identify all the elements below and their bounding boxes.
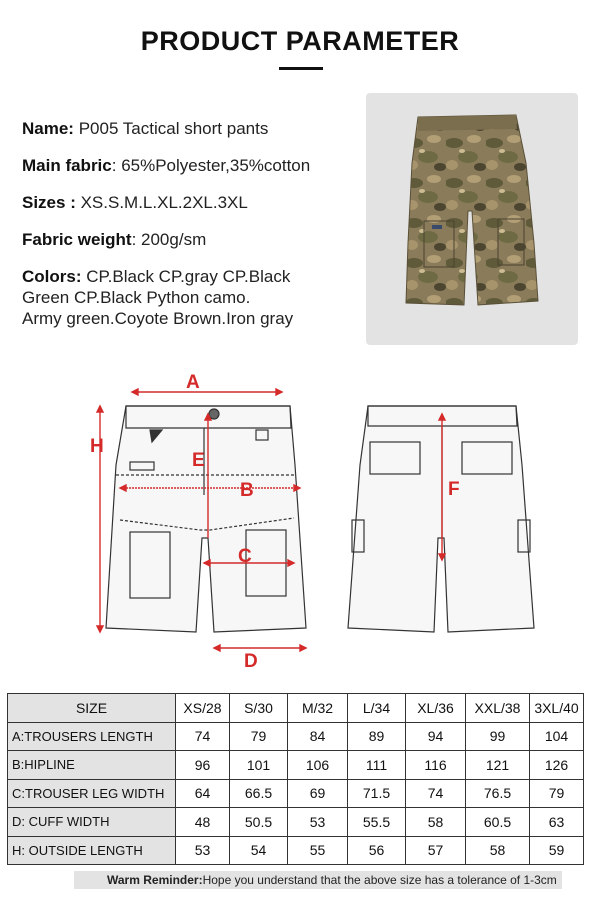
size-table [7, 693, 584, 865]
table-cell: 50.5 [230, 808, 288, 837]
size-diagram [90, 370, 550, 675]
page-title: PRODUCT PARAMETER [140, 26, 460, 56]
table-cell: 53 [176, 836, 230, 865]
table-cell: 116 [406, 751, 466, 780]
spec-colors-line-2: Green CP.Black Python camo. [22, 288, 251, 307]
spec-colors [22, 266, 362, 329]
table-cell: 71.5 [348, 779, 406, 808]
table-cell: 48 [176, 808, 230, 837]
spec-fabric [22, 155, 362, 176]
spec-name [22, 118, 362, 139]
spec-colors-line-3: Army green.Coyote Brown.Iron gray [22, 309, 294, 328]
spec-colors-line-1: CP.Black CP.gray CP.Black [81, 267, 291, 286]
table-cell: 99 [466, 722, 530, 751]
spec-name-value: P005 Tactical short pants [73, 119, 269, 138]
size-col-header: XL/36 [406, 694, 466, 723]
size-col-header: XXL/38 [466, 694, 530, 723]
table-cell: 89 [348, 722, 406, 751]
dim-label-a: A [186, 372, 200, 393]
size-col-header: L/34 [348, 694, 406, 723]
size-table-header [8, 694, 584, 723]
table-cell: 79 [230, 722, 288, 751]
spec-sizes-label: Sizes : [22, 193, 76, 212]
table-cell: 55.5 [348, 808, 406, 837]
size-col-header: XS/28 [176, 694, 230, 723]
table-row [8, 779, 584, 808]
reminder-label: Warm Reminder: [107, 873, 203, 887]
table-row [8, 808, 584, 837]
table-cell: 79 [530, 779, 584, 808]
table-row [8, 751, 584, 780]
dim-label-c: C [238, 546, 252, 567]
table-cell: 84 [288, 722, 348, 751]
spec-weight [22, 229, 362, 250]
table-row [8, 836, 584, 865]
size-col-header: M/32 [288, 694, 348, 723]
row-label: B:HIPLINE [8, 751, 176, 780]
table-cell: 111 [348, 751, 406, 780]
spec-weight-label: Fabric weight [22, 230, 132, 249]
spec-weight-value: : 200g/sm [131, 230, 207, 249]
spec-colors-label: Colors: [22, 267, 82, 286]
warm-reminder [74, 871, 562, 889]
table-cell: 74 [176, 722, 230, 751]
table-cell: 66.5 [230, 779, 288, 808]
table-cell: 101 [230, 751, 288, 780]
dim-label-h: H [90, 436, 104, 457]
table-cell: 104 [530, 722, 584, 751]
table-cell: 126 [530, 751, 584, 780]
row-label: H: OUTSIDE LENGTH [8, 836, 176, 865]
table-cell: 63 [530, 808, 584, 837]
table-cell: 54 [230, 836, 288, 865]
table-cell: 106 [288, 751, 348, 780]
product-specs [22, 118, 362, 345]
row-label: A:TROUSERS LENGTH [8, 722, 176, 751]
dim-label-d: D [244, 651, 258, 672]
reminder-text: Hope you understand that the above size has a tolerance of 1-3cm [202, 873, 557, 887]
product-photo [366, 93, 578, 345]
table-cell: 121 [466, 751, 530, 780]
table-cell: 76.5 [466, 779, 530, 808]
table-cell: 57 [406, 836, 466, 865]
camo-shorts-image [366, 93, 578, 345]
shorts-back-drawing [348, 406, 534, 632]
spec-fabric-value: : 65%Polyester,35%cotton [111, 156, 311, 175]
table-cell: 69 [288, 779, 348, 808]
spec-fabric-label: Main fabric [22, 156, 112, 175]
table-cell: 74 [406, 779, 466, 808]
table-cell: 96 [176, 751, 230, 780]
table-cell: 58 [466, 836, 530, 865]
size-col-header: 3XL/40 [530, 694, 584, 723]
title-underline [279, 67, 323, 70]
table-cell: 56 [348, 836, 406, 865]
spec-name-label: Name: [22, 119, 74, 138]
table-cell: 59 [530, 836, 584, 865]
dim-label-e: E [192, 450, 205, 471]
table-cell: 58 [406, 808, 466, 837]
table-cell: 60.5 [466, 808, 530, 837]
shorts-front-drawing [106, 406, 306, 632]
spec-sizes [22, 192, 362, 213]
spec-sizes-value: XS.S.M.L.XL.2XL.3XL [75, 193, 248, 212]
table-cell: 53 [288, 808, 348, 837]
size-table-corner: SIZE [8, 694, 176, 723]
table-cell: 64 [176, 779, 230, 808]
table-row [8, 722, 584, 751]
dim-label-f: F [448, 479, 460, 500]
table-cell: 94 [406, 722, 466, 751]
table-cell: 55 [288, 836, 348, 865]
row-label: D: CUFF WIDTH [8, 808, 176, 837]
row-label: C:TROUSER LEG WIDTH [8, 779, 176, 808]
dim-label-b: B [240, 480, 254, 501]
size-col-header: S/30 [230, 694, 288, 723]
